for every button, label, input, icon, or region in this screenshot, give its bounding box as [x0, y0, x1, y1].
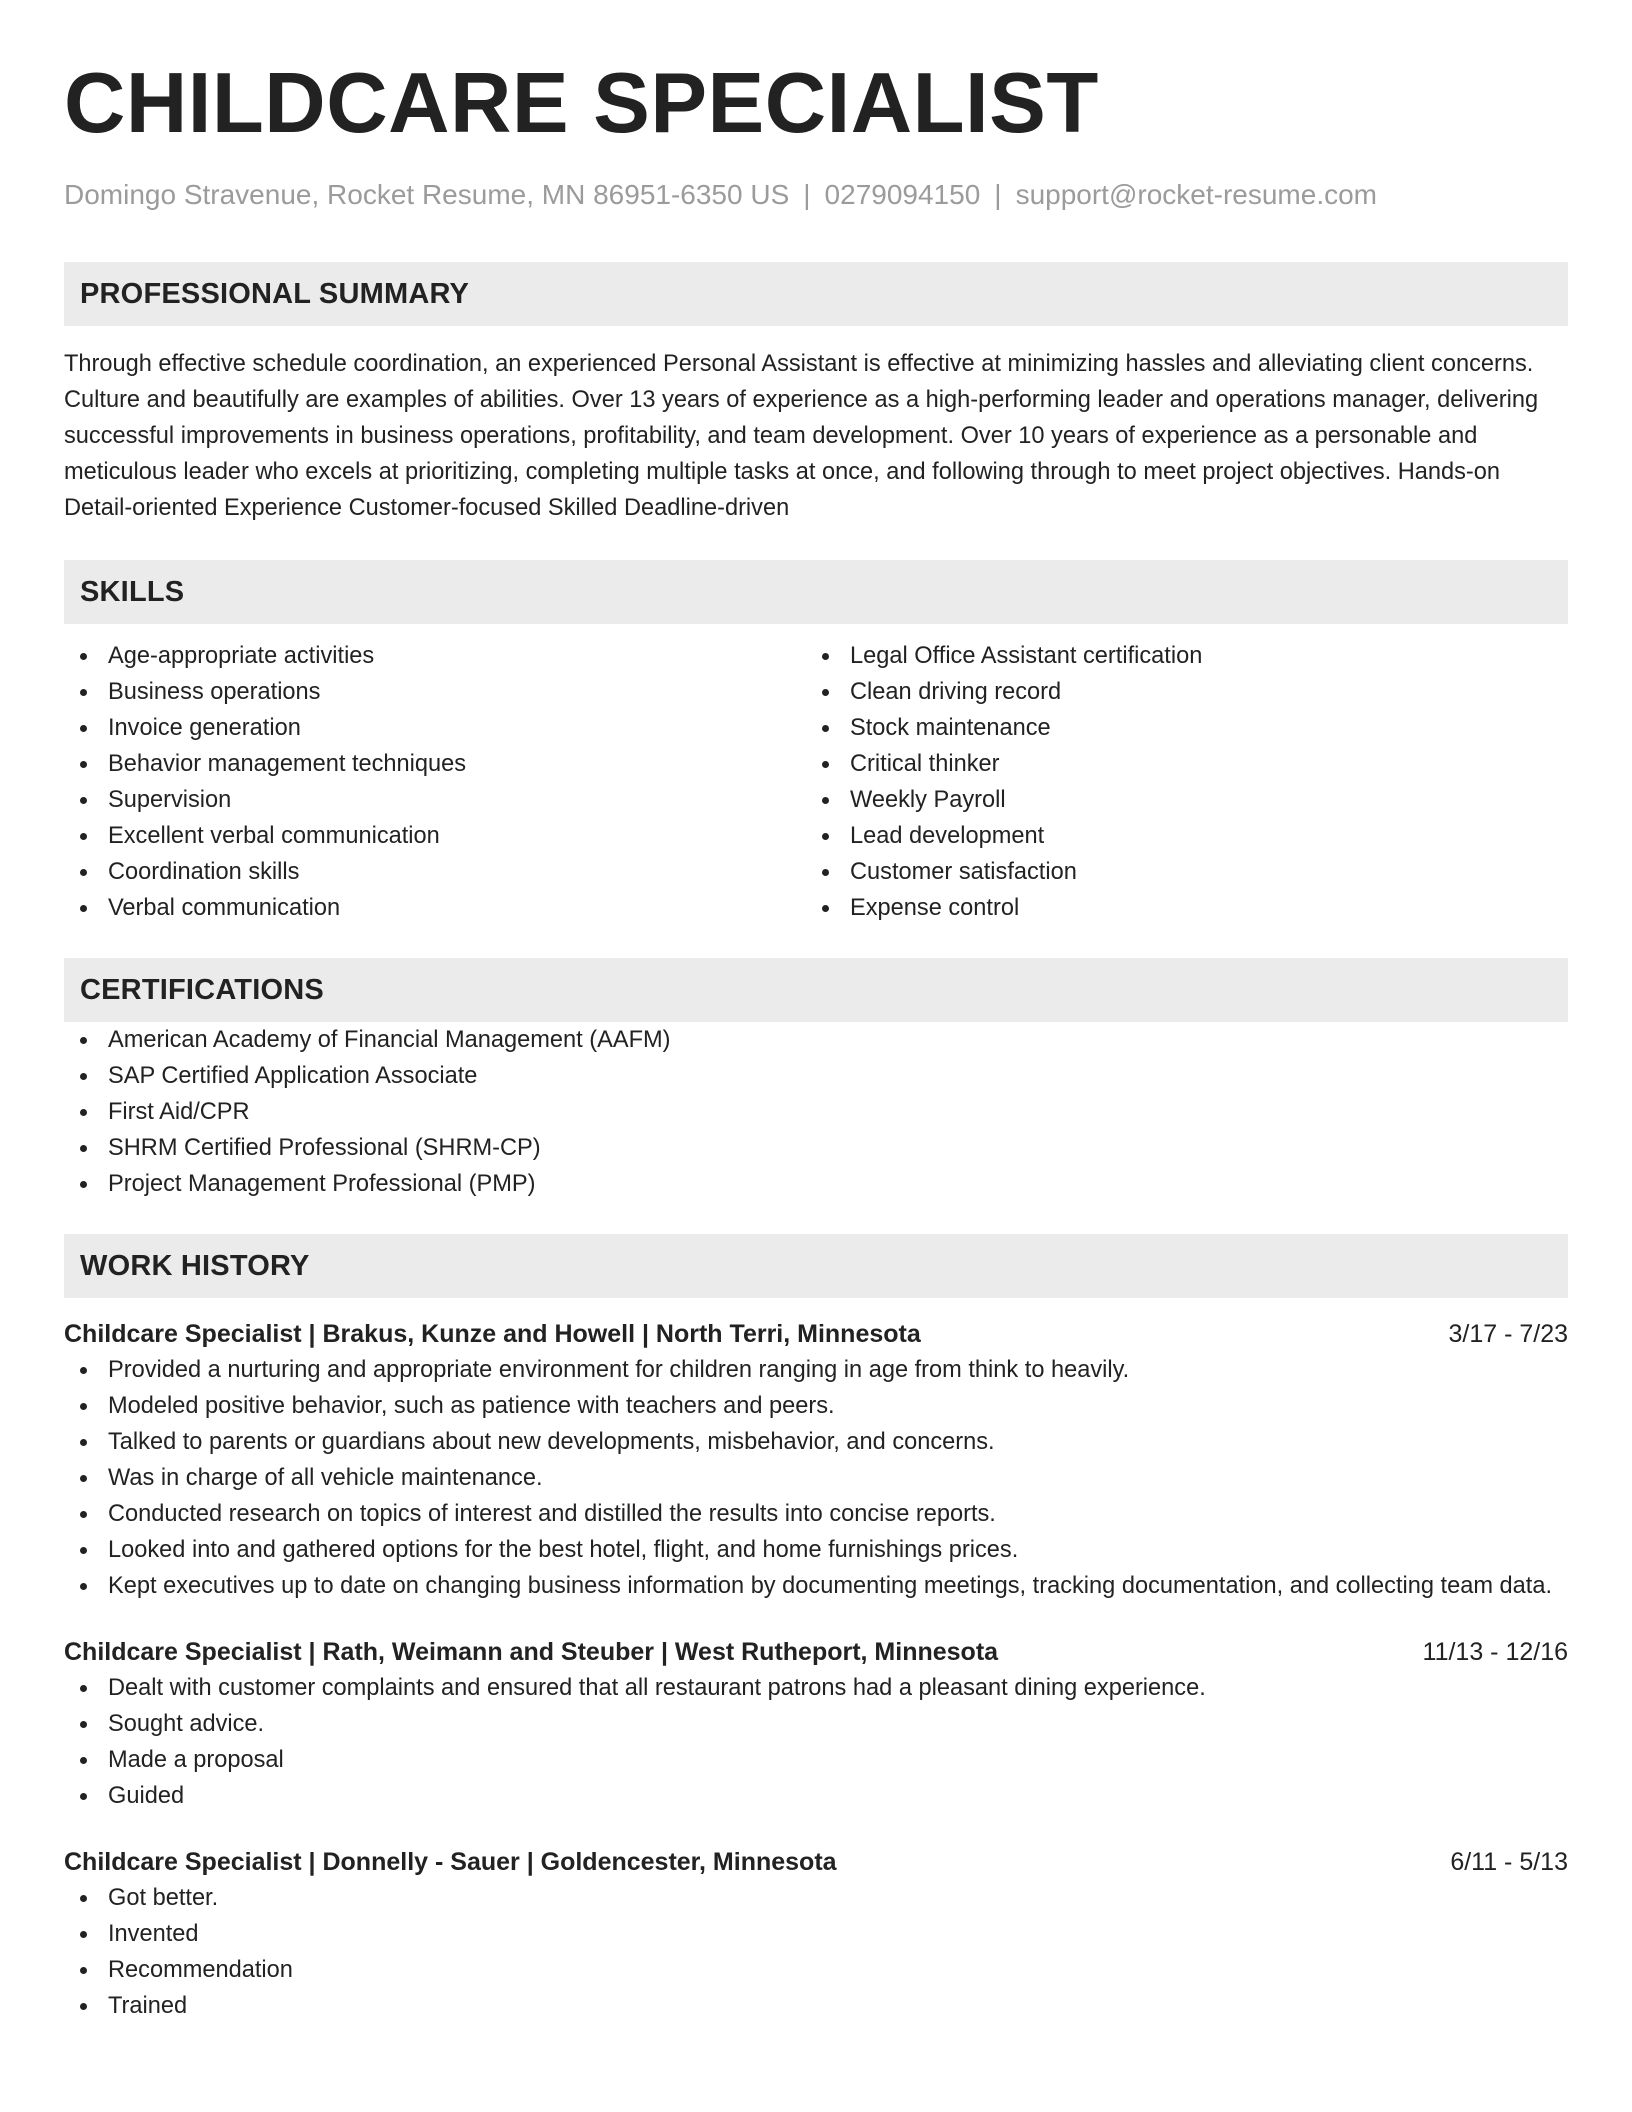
job-header	[64, 1634, 1568, 1670]
certifications-section-header: CERTIFICATIONS	[64, 958, 1568, 1022]
skill-item: Clean driving record	[806, 674, 1548, 710]
skill-item: Business operations	[64, 674, 806, 710]
skill-item: Critical thinker	[806, 746, 1548, 782]
skills-list-left	[64, 638, 806, 926]
certification-item: First Aid/CPR	[64, 1094, 1568, 1130]
job-bullet: Provided a nurturing and appropriate environment for children ranging in age from think to heavily.	[64, 1352, 1568, 1388]
job-bullet: Kept executives up to date on changing business information by documenting meetings, tracking documentation, and collecting team data.	[64, 1568, 1568, 1604]
skill-item: Behavior management techniques	[64, 746, 806, 782]
job-bullet: Sought advice.	[64, 1706, 1568, 1742]
job-entry	[64, 1844, 1568, 2024]
resume-title: CHILDCARE SPECIALIST	[64, 56, 1099, 151]
job-bullet: Was in charge of all vehicle maintenance.	[64, 1460, 1568, 1496]
skills-section-header: SKILLS	[64, 560, 1568, 624]
certification-item: Project Management Professional (PMP)	[64, 1166, 1568, 1202]
skill-item: Coordination skills	[64, 854, 806, 890]
job-dates: 6/11 - 5/13	[1450, 1848, 1568, 1876]
job-bullet-list	[64, 1670, 1568, 1814]
skill-item: Age-appropriate activities	[64, 638, 806, 674]
job-bullet-list	[64, 1880, 1568, 2024]
skill-item: Excellent verbal communication	[64, 818, 806, 854]
skill-item: Weekly Payroll	[806, 782, 1548, 818]
summary-text: Through effective schedule coordination, an experienced Personal Assistant is effective at minimizing hassles and alleviating client concerns. Culture and beautifully are examples of abilities. Over 13 years of experience as a high-performing leader and operations manager, delivering successful improvements in business operations, profitability, and team development. Over 10 years of experience as a personable and meticulous leader who excels at prioritizing, completing multiple tasks at once, and following through to meet project objectives. Hands-on Detail-oriented Experience Customer-focused Skilled Deadline-driven	[64, 351, 1539, 521]
skills-columns	[64, 638, 1568, 926]
skill-item: Customer satisfaction	[806, 854, 1548, 890]
contact-phone: 0279094150	[824, 179, 981, 210]
skill-item: Stock maintenance	[806, 710, 1548, 746]
job-bullet: Got better.	[64, 1880, 1568, 1916]
job-entry	[64, 1316, 1568, 1604]
job-title: Childcare Specialist | Donnelly - Sauer | Goldencester, Minnesota	[64, 1848, 837, 1876]
skill-item: Lead development	[806, 818, 1548, 854]
job-bullet: Made a proposal	[64, 1742, 1568, 1778]
job-bullet: Invented	[64, 1916, 1568, 1952]
skills-column-right	[806, 638, 1548, 926]
certification-item: SHRM Certified Professional (SHRM-CP)	[64, 1130, 1568, 1166]
job-entry	[64, 1634, 1568, 1814]
job-bullet: Conducted research on topics of interest and distilled the results into concise reports.	[64, 1496, 1568, 1532]
certifications-list	[64, 1022, 1568, 1202]
contact-address: Domingo Stravenue, Rocket Resume, MN 86951-6350 US	[64, 179, 790, 210]
skill-item: Verbal communication	[64, 890, 806, 926]
job-bullet: Looked into and gathered options for the best hotel, flight, and home furnishings prices.	[64, 1532, 1568, 1568]
skill-item: Invoice generation	[64, 710, 806, 746]
skill-item: Legal Office Assistant certification	[806, 638, 1548, 674]
summary-section-header: PROFESSIONAL SUMMARY	[64, 262, 1568, 326]
job-header	[64, 1316, 1568, 1352]
job-bullet: Modeled positive behavior, such as patience with teachers and peers.	[64, 1388, 1568, 1424]
job-dates: 11/13 - 12/16	[1422, 1638, 1568, 1666]
job-bullet: Guided	[64, 1778, 1568, 1814]
job-bullet: Talked to parents or guardians about new developments, misbehavior, and concerns.	[64, 1424, 1568, 1460]
contact-separator: |	[994, 179, 1002, 210]
skill-item: Expense control	[806, 890, 1548, 926]
job-bullet: Recommendation	[64, 1952, 1568, 1988]
contact-line	[64, 178, 1568, 212]
work-history-section-header: WORK HISTORY	[64, 1234, 1568, 1298]
job-bullet-list	[64, 1352, 1568, 1604]
skills-column-left	[64, 638, 806, 926]
job-bullet: Trained	[64, 1988, 1568, 2024]
skill-item: Supervision	[64, 782, 806, 818]
skills-list-right	[806, 638, 1548, 926]
job-title: Childcare Specialist | Brakus, Kunze and Howell | North Terri, Minnesota	[64, 1320, 921, 1348]
job-dates: 3/17 - 7/23	[1448, 1320, 1568, 1348]
job-bullet: Dealt with customer complaints and ensured that all restaurant patrons had a pleasant dining experience.	[64, 1670, 1568, 1706]
contact-separator: |	[803, 179, 811, 210]
certification-item: SAP Certified Application Associate	[64, 1058, 1568, 1094]
job-title: Childcare Specialist | Rath, Weimann and Steuber | West Rutheport, Minnesota	[64, 1638, 999, 1666]
certification-item: American Academy of Financial Management (AAFM)	[64, 1022, 1568, 1058]
job-header	[64, 1844, 1568, 1880]
contact-email: support@rocket-resume.com	[1015, 179, 1377, 210]
